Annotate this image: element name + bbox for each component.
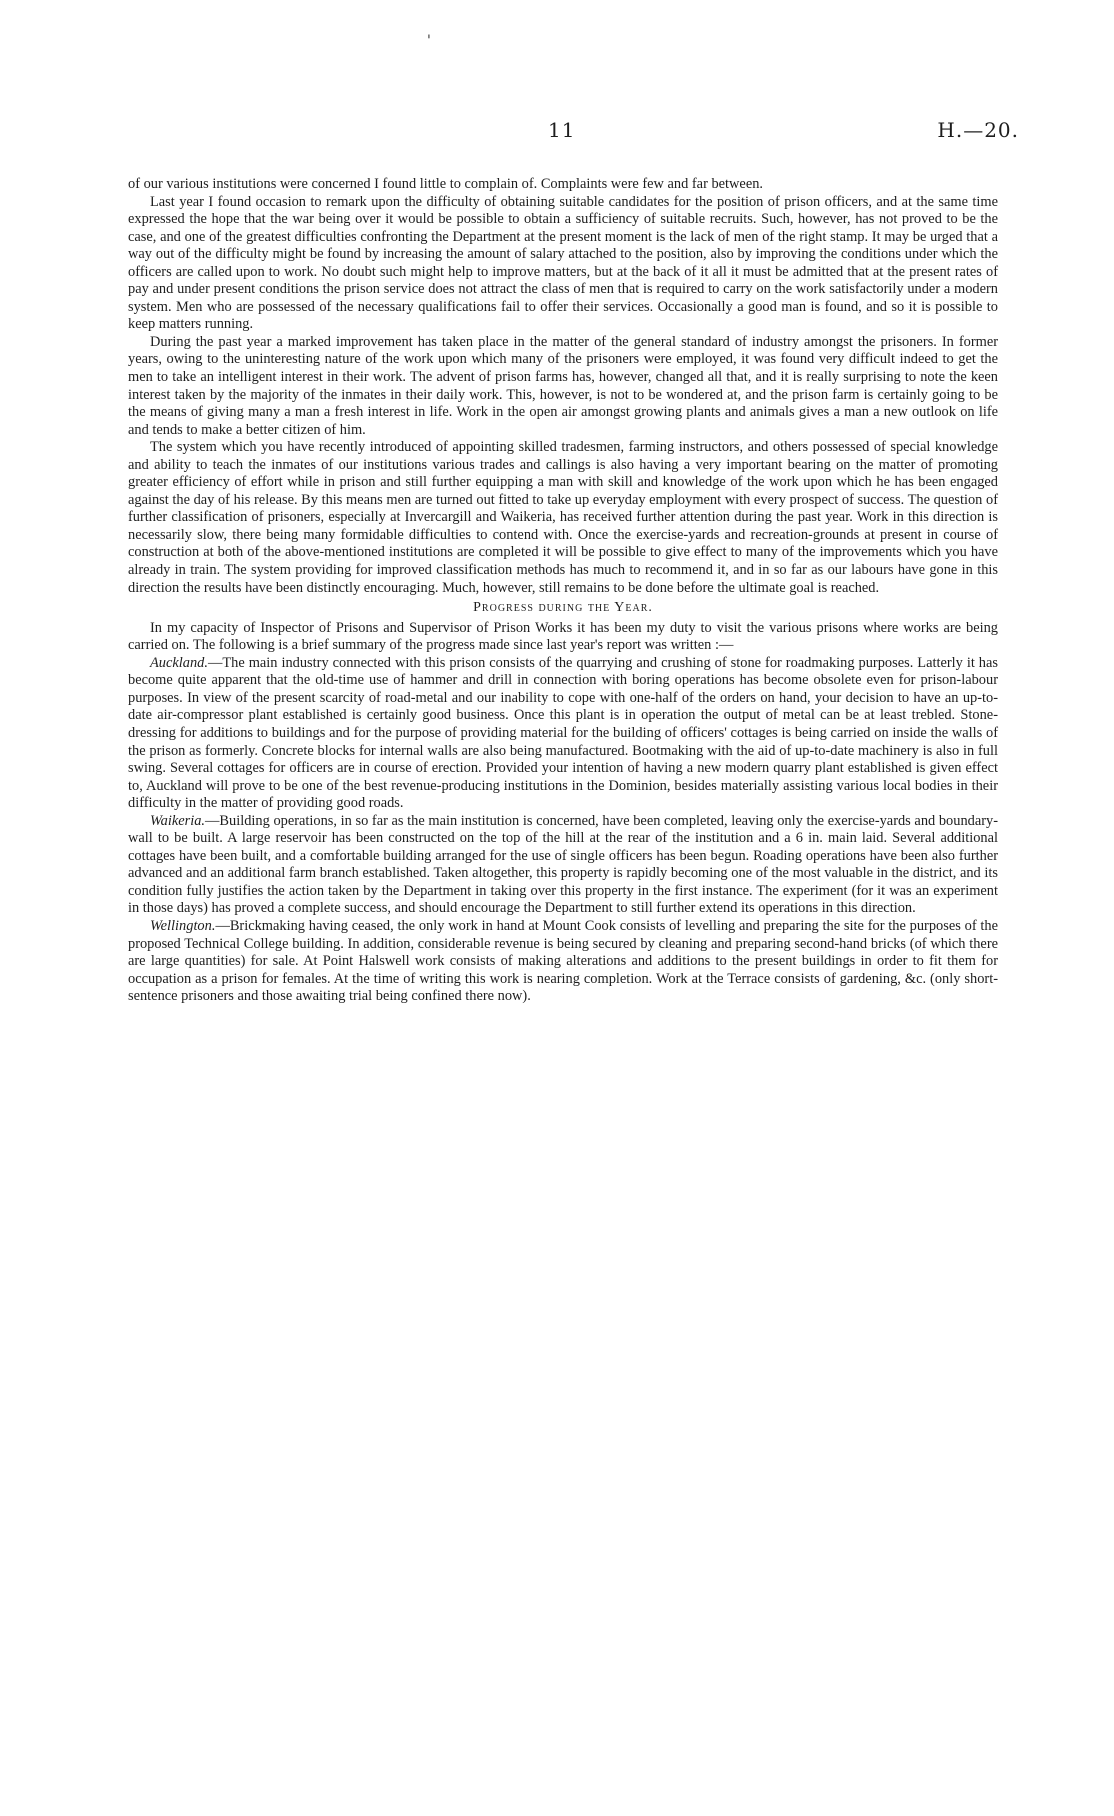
page-header <box>0 118 1114 148</box>
body-text <box>128 176 998 1006</box>
paragraph-wellington-text: —Brickmaking having ceased, the only work in hand at Mount Cook consists of levelling and preparing the site for the purposes of the proposed Technical College building. In addition, considerable revenue is being secured by cleaning and preparing second-hand bricks (of which there are large quantities) for sale. At Point Halswell work consists of making alterations and additions to the present buildings in order to fit them for occupation as a prison for females. At the time of writing this work is nearing completion. Work at the Terrace consists of gardening, &c. (only short-sentence prisoners and those awaiting trial being confined there now). <box>128 917 998 1005</box>
paragraph-inspector: In my capacity of Inspector of Prisons and Supervisor of Prison Works it has been my duty to visit the various prisons where works are being carried on. The following is a brief summary of the progress made since last year's report was written :— <box>128 619 998 654</box>
paragraph-auckland-text: —The main industry connected with this prison consists of the quarrying and crushing of stone for roadmaking purposes. Latterly it has become quite apparent that the old-time use of hammer and drill in connection with boring operations has become obsolete even for prison-labour purposes. In view of the present scarcity of road-metal and our inability to cope with one-half of the orders on hand, your decision to have an up-to-date air-compressor plant established is certainly good business. Once this plant is in operation the output of metal can be at least trebled. Stone-dressing for additions to buildings and for the purpose of providing material for the building of officers' cottages is being carried on inside the walls of the prison as formerly. Concrete blocks for internal walls are also being manufactured. Bootmaking with the aid of up-to-date machinery is also in full swing. Several cottages for officers are in course of erection. Provided your intention of having a new modern quarry plant established is given effect to, Auckland will prove to be one of the best revenue-producing institutions in the Dominion, besides materially assisting various local bodies in their difficulty in the matter of providing good roads. <box>128 654 998 812</box>
paragraph-prison-officers: Last year I found occasion to remark upon the difficulty of obtaining suitable candidates for the position of prison officers, and at the same time expressed the hope that the war being over it would be possible to obtain a sufficiency of suitable recruits. Such, however, has not proved to be the case, and one of the greatest difficulties confronting the Department at the present moment is the lack of men of the right stamp. It may be urged that a way out of the difficulty might be found by increasing the amount of salary attached to the position, also by improving the conditions under which the officers are called upon to work. No doubt such might help to improve matters, but at the back of it all it must be admitted that at the present rates of pay and under present conditions the prison service does not attract the class of men that is required to carry on the work satisfactorily under a modern system. Men who are possessed of the necessary qualifications fail to offer their services. Occasionally a good man is found, and so it is possible to keep matters running. <box>128 193 998 333</box>
paragraph-waikeria <box>128 813 998 918</box>
paragraph-wellington <box>128 918 998 1006</box>
place-name-waikeria: Waikeria. <box>150 812 206 829</box>
paragraph-waikeria-text: —Building operations, in so far as the main institution is concerned, have been completed, leaving only the exercise-yards and boundary-wall to be built. A large reservoir has been constructed on the top of the hill at the rear of the institution and a 6 in. main laid. Several additional cottages have been built, and a comfortable building arranged for the use of single officers has been begun. Roading operations have been also further advanced and an additional farm branch established. Taken altogether, this property is rapidly becoming one of the most valuable in the district, and its condition fully justifies the action taken by the Department in taking over this property in the first instance. The experiment (for it was an experiment in those days) has proved a complete success, and should encourage the Department to still further extend its operations in this direction. <box>128 812 998 917</box>
paragraph-continuation: of our various institutions were concerned I found little to complain of. Complaints were few and far between. <box>128 176 764 192</box>
section-heading: Progress during the Year. <box>473 600 653 616</box>
paragraph-auckland <box>128 655 998 813</box>
document-reference: H.—20. <box>937 118 1019 142</box>
place-name-auckland: Auckland. <box>150 654 208 671</box>
stray-mark: ' <box>427 33 431 49</box>
place-name-wellington: Wellington. <box>150 917 216 934</box>
page-number: 11 <box>548 118 576 142</box>
paragraph-tradesmen: The system which you have recently introduced of appointing skilled tradesmen, farming instructors, and others possessed of special knowledge and ability to teach the inmates of our institutions various trades and callings is also having a very important bearing on the matter of promoting greater efficiency of effort while in prison and still further equipping a man with skill and knowledge of the work upon which he has been engaged against the day of his release. By this means men are turned out fitted to take up everyday employment with every prospect of success. The question of further classification of prisoners, especially at Invercargill and Waikeria, has received further attention during the past year. Work in this direction is necessarily slow, there being many formidable difficulties to contend with. Once the exercise-yards and recreation-grounds at present in course of construction at both of the above-mentioned institutions are completed it will be possible to give effect to many of the improvements which you have already in train. The system providing for improved classification methods has much to recommend it, and in so far as our labours have gone in this direction the results have been distinctly encouraging. Much, however, still remains to be done before the ultimate goal is reached. <box>128 439 998 596</box>
paragraph-industry: During the past year a marked improvement has taken place in the matter of the general standard of industry amongst the prisoners. In former years, owing to the uninteresting nature of the work upon which many of the prisoners were employed, it was found very difficult indeed to get the men to take an intelligent interest in their work. The advent of prison farms has, however, changed all that, and it is really surprising to note the keen interest taken by the majority of the inmates in their daily work. This, however, is not to be wondered at, and the prison farm is certainly going to be the means of giving many a man a fresh interest in life. Work in the open air amongst growing plants and animals gives a man a new outlook on life and tends to make a better citizen of him. <box>128 333 998 438</box>
